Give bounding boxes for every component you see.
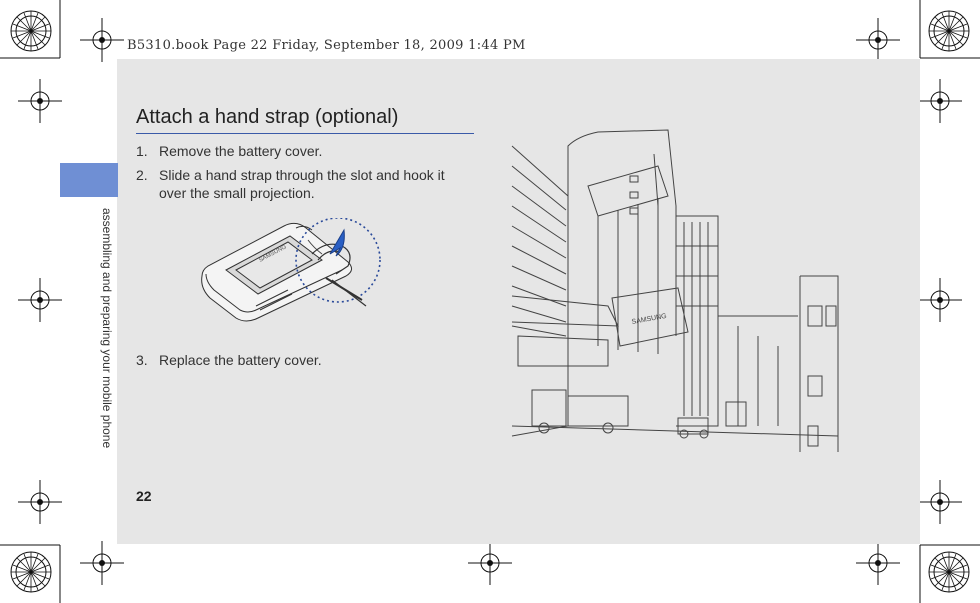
phone-strap-illustration xyxy=(196,218,386,326)
step-list xyxy=(136,142,474,208)
city-sketch-illustration xyxy=(508,126,842,452)
chapter-sidebar xyxy=(98,208,118,458)
corner-target-bl xyxy=(11,552,51,592)
corner-target-tl xyxy=(11,11,51,51)
step-text: Replace the battery cover. xyxy=(159,352,322,368)
step-item xyxy=(136,166,474,202)
page-number: 22 xyxy=(136,488,152,504)
step-number: 2. xyxy=(136,167,148,183)
step-text: Remove the battery cover. xyxy=(159,143,323,159)
corner-target-br xyxy=(929,552,969,592)
chapter-label: assembling and preparing your mobile phone xyxy=(100,208,114,449)
arrow-icon xyxy=(330,230,344,256)
chapter-tab xyxy=(60,163,118,197)
step-item xyxy=(136,142,474,160)
step-number: 3. xyxy=(136,352,148,368)
print-header: B5310.book Page 22 Friday, September 18, 2009 1:44 PM xyxy=(127,38,526,53)
billboard-brand-text: SAMSUNG xyxy=(631,312,668,326)
section-title: Attach a hand strap (optional) xyxy=(136,106,474,134)
step-text: Slide a hand strap through the slot and hook it over the small projection. xyxy=(159,167,445,201)
corner-target-tr xyxy=(929,11,969,51)
step-number: 1. xyxy=(136,143,148,159)
phone-brand-text: SAMSUNG xyxy=(258,244,288,264)
